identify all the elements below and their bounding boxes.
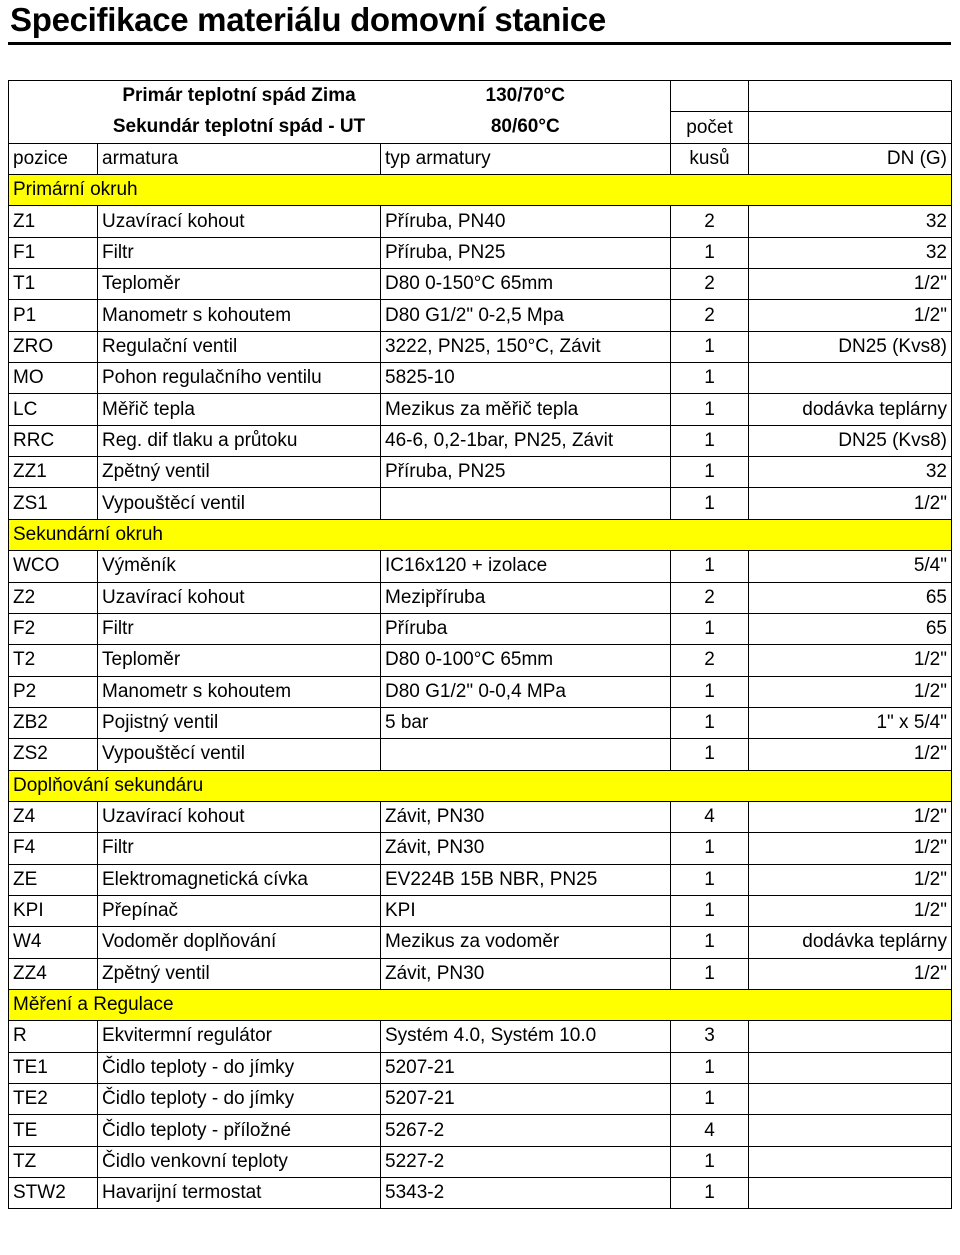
cell-pozice: ZZ1 bbox=[9, 457, 98, 488]
cell-pozice: LC bbox=[9, 394, 98, 425]
cell-dn bbox=[749, 1146, 952, 1177]
cell-dn: 1/2" bbox=[749, 488, 952, 519]
section-title: Měření a Regulace bbox=[9, 989, 952, 1020]
cell-kusu: 2 bbox=[671, 582, 749, 613]
section-title: Primární okruh bbox=[9, 175, 952, 206]
cell-dn: dodávka teplárny bbox=[749, 394, 952, 425]
table-row bbox=[9, 864, 952, 895]
cell-armatura: Uzavírací kohout bbox=[98, 206, 381, 237]
table-row bbox=[9, 582, 952, 613]
cell-kusu: 1 bbox=[671, 864, 749, 895]
header-pozice: pozice bbox=[9, 143, 98, 174]
cell-kusu: 1 bbox=[671, 1052, 749, 1083]
cell-armatura: Regulační ventil bbox=[98, 331, 381, 362]
cell-dn: 1/2" bbox=[749, 269, 952, 300]
cell-pozice: TE1 bbox=[9, 1052, 98, 1083]
cell-armatura: Teploměr bbox=[98, 645, 381, 676]
section-header bbox=[9, 989, 952, 1020]
cell-pozice: STW2 bbox=[9, 1178, 98, 1209]
primar-label: Primár teplotní spád Zima bbox=[98, 81, 381, 112]
table-row bbox=[9, 833, 952, 864]
cell-armatura: Čidlo teploty - do jímky bbox=[98, 1084, 381, 1115]
cell-pozice: ZZ4 bbox=[9, 958, 98, 989]
cell-dn: dodávka teplárny bbox=[749, 927, 952, 958]
cell-armatura: Měřič tepla bbox=[98, 394, 381, 425]
cell-dn bbox=[749, 1052, 952, 1083]
header-armatura: armatura bbox=[98, 143, 381, 174]
table-row bbox=[9, 363, 952, 394]
table-row bbox=[9, 300, 952, 331]
cell-dn: 1/2" bbox=[749, 801, 952, 832]
section-header bbox=[9, 175, 952, 206]
cell-armatura: Vypouštěcí ventil bbox=[98, 739, 381, 770]
cell-typ: 5227-2 bbox=[381, 1146, 671, 1177]
cell-kusu: 2 bbox=[671, 206, 749, 237]
cell-dn: 1/2" bbox=[749, 895, 952, 926]
table-row bbox=[9, 645, 952, 676]
cell-typ: 5 bar bbox=[381, 707, 671, 738]
cell-kusu: 1 bbox=[671, 488, 749, 519]
cell-pozice: TE2 bbox=[9, 1084, 98, 1115]
header-typ: typ armatury bbox=[381, 143, 671, 174]
table-row bbox=[9, 1115, 952, 1146]
cell-dn: 1/2" bbox=[749, 739, 952, 770]
sekundar-value: 80/60°C bbox=[490, 116, 560, 138]
table-row bbox=[9, 927, 952, 958]
cell-pozice: Z4 bbox=[9, 801, 98, 832]
cell-pozice: TE bbox=[9, 1115, 98, 1146]
cell-dn: 1/2" bbox=[749, 645, 952, 676]
cell-armatura: Přepínač bbox=[98, 895, 381, 926]
cell-kusu: 1 bbox=[671, 394, 749, 425]
cell-typ: 5825-10 bbox=[381, 363, 671, 394]
table-row bbox=[9, 206, 952, 237]
cell-kusu: 1 bbox=[671, 425, 749, 456]
cell-typ bbox=[381, 739, 671, 770]
table-row bbox=[9, 801, 952, 832]
cell-typ: D80 0-100°C 65mm bbox=[381, 645, 671, 676]
cell-pozice: F1 bbox=[9, 237, 98, 268]
cell-kusu: 1 bbox=[671, 1178, 749, 1209]
cell-typ: KPI bbox=[381, 895, 671, 926]
cell-dn: 65 bbox=[749, 613, 952, 644]
cell-pozice: Z2 bbox=[9, 582, 98, 613]
cell-armatura: Uzavírací kohout bbox=[98, 582, 381, 613]
cell-armatura: Výměník bbox=[98, 551, 381, 582]
cell-kusu: 1 bbox=[671, 457, 749, 488]
cell-pozice: WCO bbox=[9, 551, 98, 582]
cell-typ: Systém 4.0, Systém 10.0 bbox=[381, 1021, 671, 1052]
cell-typ: EV224B 15B NBR, PN25 bbox=[381, 864, 671, 895]
table-row bbox=[9, 1052, 952, 1083]
cell-typ: 3222, PN25, 150°C, Závit bbox=[381, 331, 671, 362]
cell-kusu: 1 bbox=[671, 895, 749, 926]
table-row bbox=[9, 237, 952, 268]
cell-armatura: Filtr bbox=[98, 613, 381, 644]
cell-dn: 32 bbox=[749, 457, 952, 488]
cell-typ: Příruba bbox=[381, 613, 671, 644]
cell-typ: 5267-2 bbox=[381, 1115, 671, 1146]
param-row-sekundar bbox=[9, 112, 952, 143]
cell-dn: 1/2" bbox=[749, 676, 952, 707]
cell-dn bbox=[749, 1021, 952, 1052]
table-row bbox=[9, 958, 952, 989]
cell-dn bbox=[749, 1115, 952, 1146]
cell-armatura: Pojistný ventil bbox=[98, 707, 381, 738]
cell-dn: DN25 (Kvs8) bbox=[749, 425, 952, 456]
cell-kusu: 1 bbox=[671, 1084, 749, 1115]
cell-kusu: 2 bbox=[671, 269, 749, 300]
cell-kusu: 1 bbox=[671, 237, 749, 268]
cell-kusu: 1 bbox=[671, 739, 749, 770]
material-table bbox=[8, 80, 952, 1209]
cell-armatura: Vypouštěcí ventil bbox=[98, 488, 381, 519]
cell-typ: Závit, PN30 bbox=[381, 833, 671, 864]
cell-typ: D80 0-150°C 65mm bbox=[381, 269, 671, 300]
cell-pozice: ZS2 bbox=[9, 739, 98, 770]
cell-armatura: Filtr bbox=[98, 237, 381, 268]
table-row bbox=[9, 457, 952, 488]
table-row bbox=[9, 1021, 952, 1052]
cell-kusu: 1 bbox=[671, 676, 749, 707]
cell-armatura: Havarijní termostat bbox=[98, 1178, 381, 1209]
cell-armatura: Reg. dif tlaku a průtoku bbox=[98, 425, 381, 456]
table-row bbox=[9, 613, 952, 644]
cell-pozice: F2 bbox=[9, 613, 98, 644]
cell-typ bbox=[381, 488, 671, 519]
cell-typ: IC16x120 + izolace bbox=[381, 551, 671, 582]
cell-armatura: Manometr s kohoutem bbox=[98, 676, 381, 707]
cell-dn: DN25 (Kvs8) bbox=[749, 331, 952, 362]
cell-dn: 1/2" bbox=[749, 864, 952, 895]
cell-kusu: 3 bbox=[671, 1021, 749, 1052]
cell-armatura: Čidlo venkovní teploty bbox=[98, 1146, 381, 1177]
cell-armatura: Uzavírací kohout bbox=[98, 801, 381, 832]
header-kusu: kusů bbox=[671, 143, 749, 174]
cell-typ: Mezipříruba bbox=[381, 582, 671, 613]
page-title: Specifikace materiálu domovní stanice bbox=[10, 1, 606, 38]
table-row bbox=[9, 269, 952, 300]
cell-armatura: Zpětný ventil bbox=[98, 457, 381, 488]
table-row bbox=[9, 394, 952, 425]
cell-armatura: Filtr bbox=[98, 833, 381, 864]
cell-pozice: ZS1 bbox=[9, 488, 98, 519]
table-row bbox=[9, 425, 952, 456]
cell-dn bbox=[749, 1178, 952, 1209]
cell-typ: Závit, PN30 bbox=[381, 958, 671, 989]
cell-pozice: TZ bbox=[9, 1146, 98, 1177]
cell-pozice: MO bbox=[9, 363, 98, 394]
cell-typ: Mezikus za vodoměr bbox=[381, 927, 671, 958]
primar-value: 130/70°C bbox=[381, 81, 671, 112]
cell-typ: 46-6, 0,2-1bar, PN25, Závit bbox=[381, 425, 671, 456]
cell-typ: Závit, PN30 bbox=[381, 801, 671, 832]
cell-kusu: 1 bbox=[671, 927, 749, 958]
cell-kusu: 4 bbox=[671, 801, 749, 832]
cell-armatura: Čidlo teploty - příložné bbox=[98, 1115, 381, 1146]
table-row bbox=[9, 551, 952, 582]
cell-typ: Příruba, PN40 bbox=[381, 206, 671, 237]
cell-typ: Mezikus za měřič tepla bbox=[381, 394, 671, 425]
cell-kusu: 1 bbox=[671, 363, 749, 394]
table-row bbox=[9, 331, 952, 362]
pocet-label: počet bbox=[671, 112, 749, 143]
cell-typ: 5207-21 bbox=[381, 1084, 671, 1115]
cell-dn: 1" x 5/4" bbox=[749, 707, 952, 738]
cell-dn: 1/2" bbox=[749, 300, 952, 331]
cell-kusu: 1 bbox=[671, 707, 749, 738]
table-row bbox=[9, 1084, 952, 1115]
cell-typ: Příruba, PN25 bbox=[381, 237, 671, 268]
title-underline bbox=[8, 42, 951, 45]
cell-pozice: KPI bbox=[9, 895, 98, 926]
section-title: Doplňování sekundáru bbox=[9, 770, 952, 801]
cell-typ: 5343-2 bbox=[381, 1178, 671, 1209]
cell-kusu: 1 bbox=[671, 613, 749, 644]
cell-pozice: P1 bbox=[9, 300, 98, 331]
cell-pozice: ZB2 bbox=[9, 707, 98, 738]
cell-kusu: 2 bbox=[671, 300, 749, 331]
cell-pozice: ZRO bbox=[9, 331, 98, 362]
cell-pozice: RRC bbox=[9, 425, 98, 456]
cell-kusu: 1 bbox=[671, 1146, 749, 1177]
cell-kusu: 1 bbox=[671, 551, 749, 582]
table-row bbox=[9, 1178, 952, 1209]
cell-armatura: Pohon regulačního ventilu bbox=[98, 363, 381, 394]
cell-dn: 5/4" bbox=[749, 551, 952, 582]
cell-typ: D80 G1/2" 0-2,5 Mpa bbox=[381, 300, 671, 331]
header-row bbox=[9, 143, 952, 174]
cell-armatura: Manometr s kohoutem bbox=[98, 300, 381, 331]
section-header bbox=[9, 519, 952, 550]
cell-typ: Příruba, PN25 bbox=[381, 457, 671, 488]
cell-pozice: T2 bbox=[9, 645, 98, 676]
cell-pozice: R bbox=[9, 1021, 98, 1052]
cell-dn bbox=[749, 1084, 952, 1115]
cell-armatura: Teploměr bbox=[98, 269, 381, 300]
section-title: Sekundární okruh bbox=[9, 519, 952, 550]
cell-pozice: ZE bbox=[9, 864, 98, 895]
cell-armatura: Zpětný ventil bbox=[98, 958, 381, 989]
cell-typ: 5207-21 bbox=[381, 1052, 671, 1083]
cell-pozice: W4 bbox=[9, 927, 98, 958]
cell-kusu: 1 bbox=[671, 833, 749, 864]
cell-armatura: Ekvitermní regulátor bbox=[98, 1021, 381, 1052]
param-row-primar bbox=[9, 81, 952, 112]
cell-kusu: 2 bbox=[671, 645, 749, 676]
cell-armatura: Vodoměr doplňování bbox=[98, 927, 381, 958]
table-row bbox=[9, 488, 952, 519]
table-row bbox=[9, 676, 952, 707]
cell-armatura: Čidlo teploty - do jímky bbox=[98, 1052, 381, 1083]
cell-kusu: 4 bbox=[671, 1115, 749, 1146]
cell-typ: D80 G1/2" 0-0,4 MPa bbox=[381, 676, 671, 707]
cell-dn bbox=[749, 363, 952, 394]
cell-dn: 1/2" bbox=[749, 958, 952, 989]
cell-kusu: 1 bbox=[671, 331, 749, 362]
table-row bbox=[9, 739, 952, 770]
cell-pozice: Z1 bbox=[9, 206, 98, 237]
cell-dn: 32 bbox=[749, 237, 952, 268]
table-row bbox=[9, 1146, 952, 1177]
cell-dn: 32 bbox=[749, 206, 952, 237]
cell-dn: 1/2" bbox=[749, 833, 952, 864]
cell-pozice: F4 bbox=[9, 833, 98, 864]
table-row bbox=[9, 707, 952, 738]
cell-dn: 65 bbox=[749, 582, 952, 613]
cell-pozice: T1 bbox=[9, 269, 98, 300]
cell-kusu: 1 bbox=[671, 958, 749, 989]
table-row bbox=[9, 895, 952, 926]
cell-pozice: P2 bbox=[9, 676, 98, 707]
sekundar-label: Sekundár teplotní spád - UT bbox=[112, 116, 366, 138]
header-dn: DN (G) bbox=[749, 143, 952, 174]
cell-armatura: Elektromagnetická cívka bbox=[98, 864, 381, 895]
section-header bbox=[9, 770, 952, 801]
